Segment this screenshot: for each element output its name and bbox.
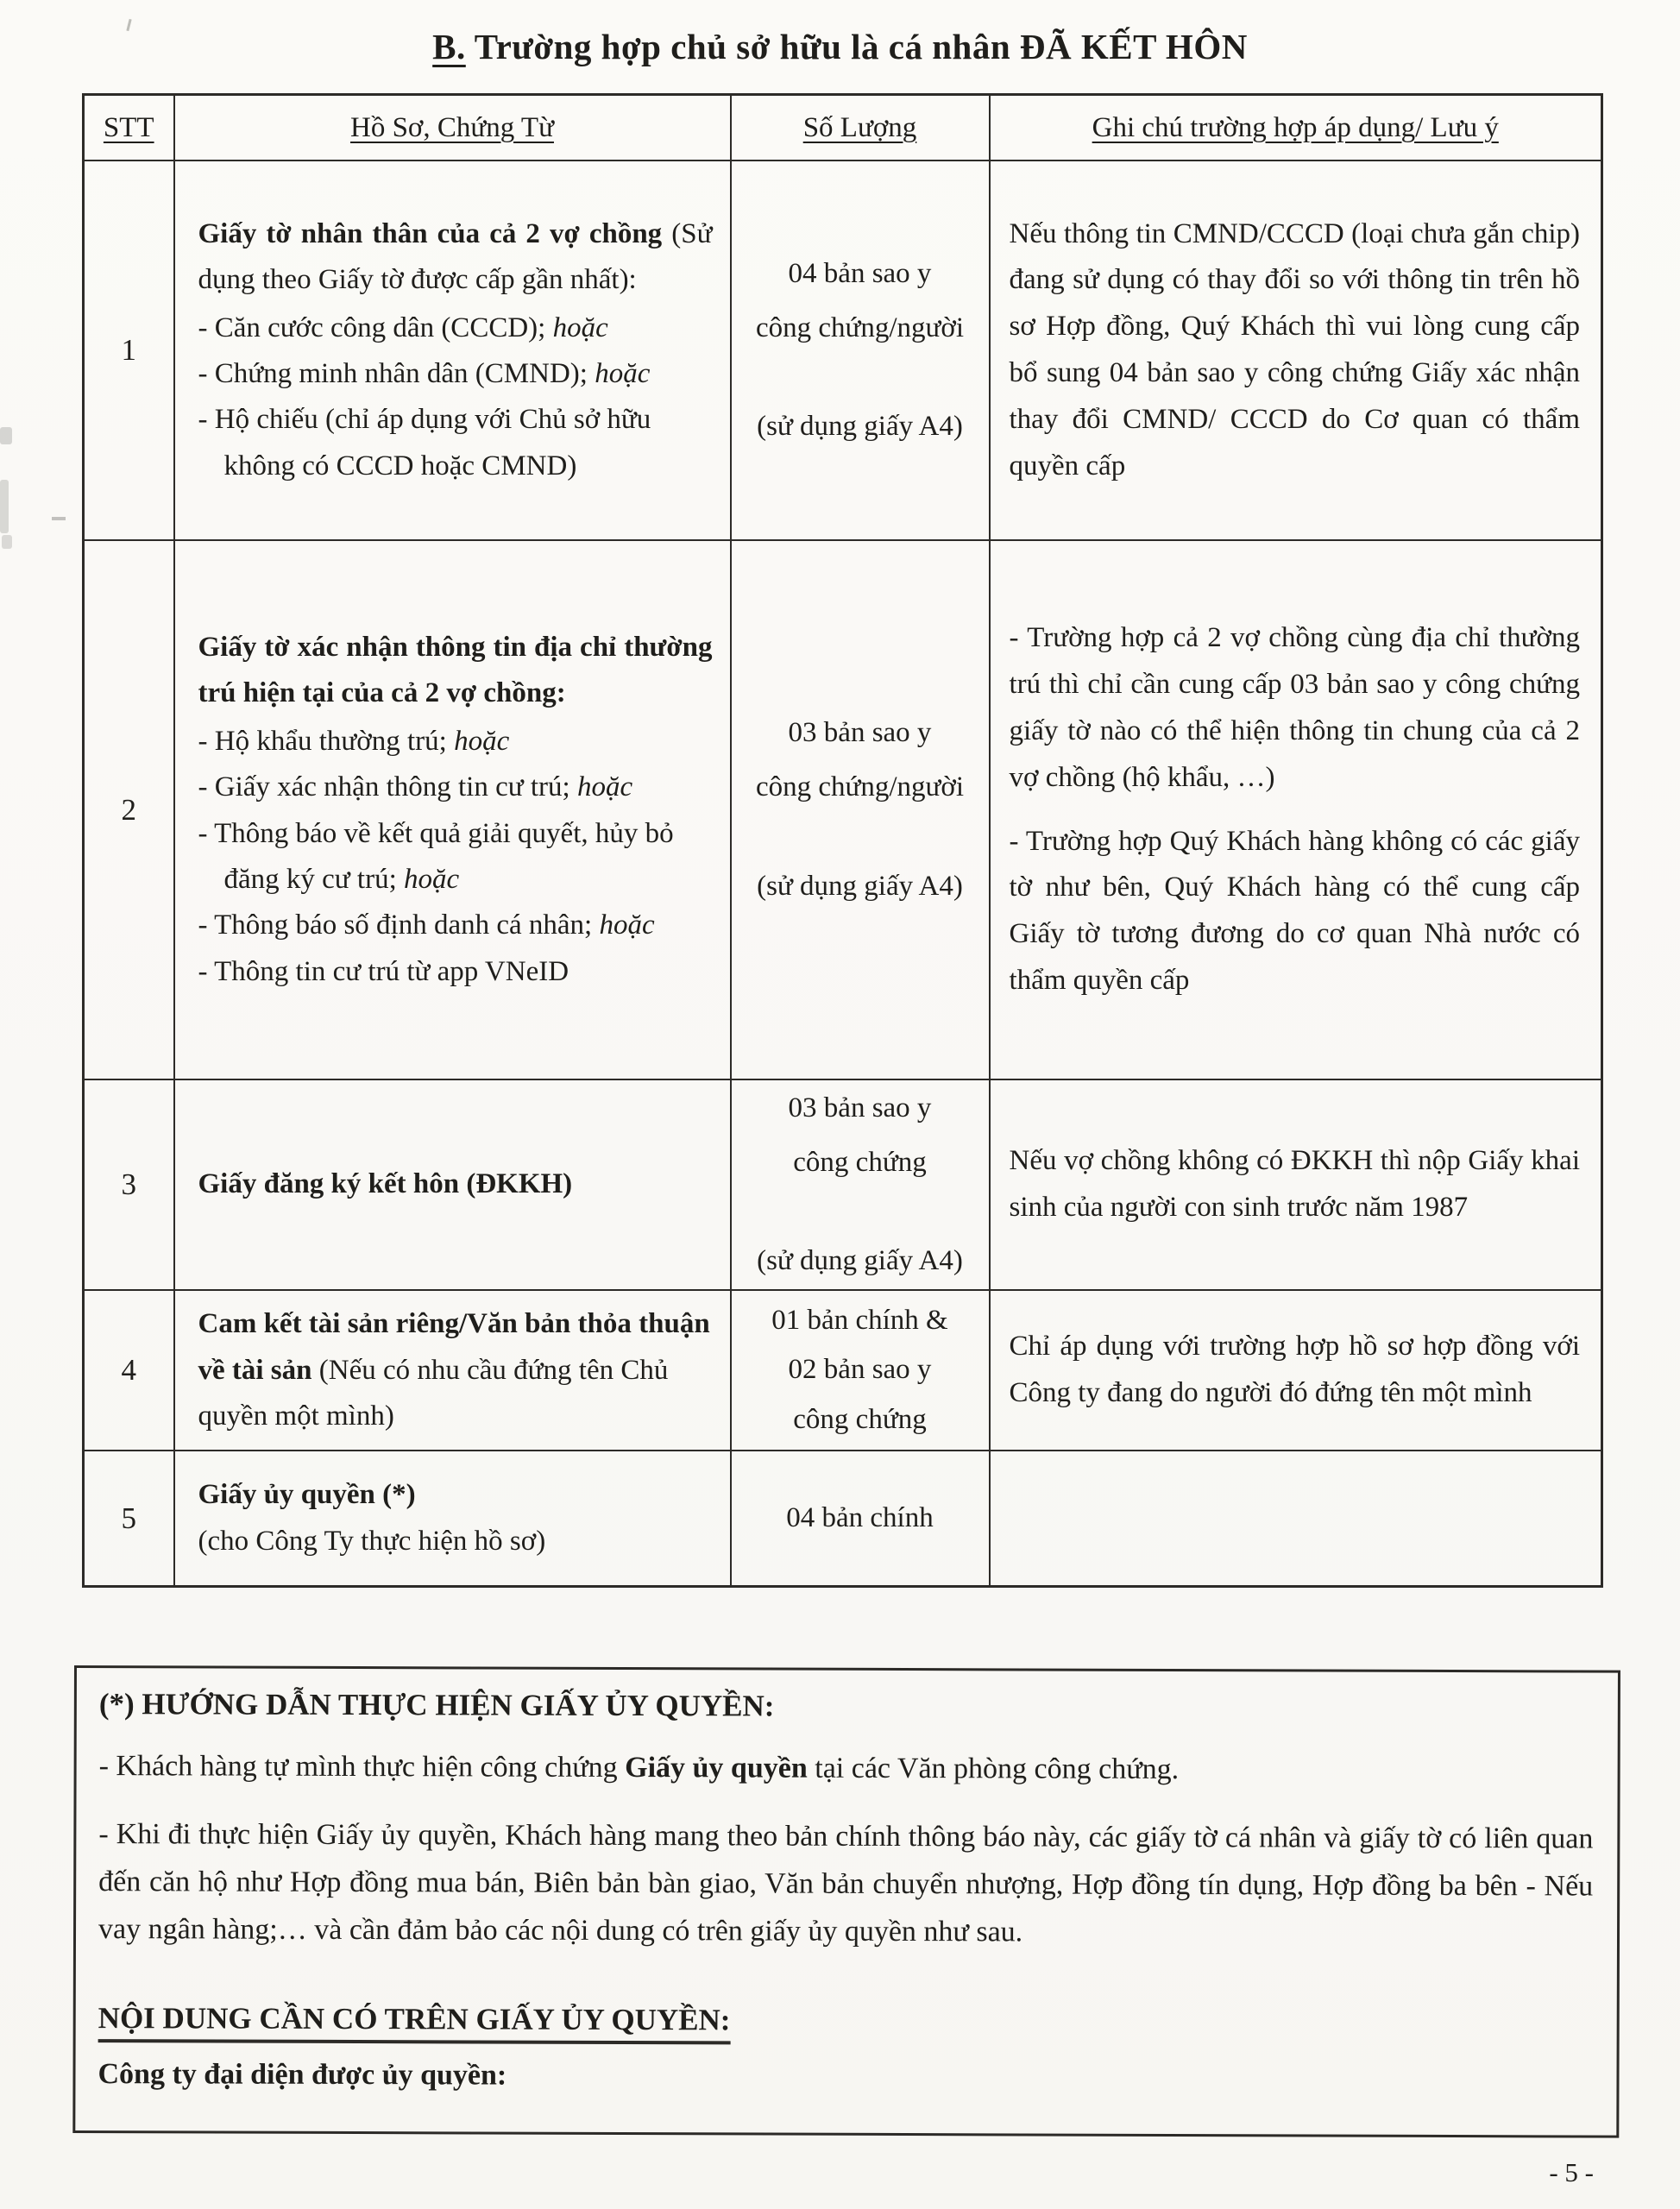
document-list-item: - Căn cước công dân (CCCD); hoặc (198, 312, 608, 343)
document-list-item: - Hộ khẩu thường trú; hoặc (198, 725, 510, 757)
note-paragraph: Nếu thông tin CMND/CCCD (loại chưa gắn chip) đang sử dụng có thay đổi so với thông tin trên hồ sơ Hợp đồng, Quý Khách thì vui lòng cung cấp bổ sung 04 bản sao y công chứng Giấy xác nhận thay đổi CMND/ CCCD do Cơ quan có thẩm quyền cấp (1009, 217, 1580, 481)
header-stt: STT (84, 95, 174, 161)
authorization-guide-box (72, 1665, 1620, 2138)
table-row (84, 1451, 1602, 1586)
quantity-main: 04 bản chính (786, 1502, 934, 1534)
quantity-paper-note: (sử dụng giấy A4) (757, 870, 963, 902)
table-header-row (84, 95, 1602, 161)
note-paragraph: - Trường hợp Quý Khách hàng không có các giấy tờ như bên, Quý Khách hàng có thể cung cấp Giấy tờ tương đương do cơ quan Nhà nước có thẩm quyền cấp (1009, 825, 1580, 996)
document-heading-rest: (cho Công Ty thực hiện hồ sơ) (198, 1525, 546, 1557)
cell-quantity (731, 160, 990, 540)
cell-stt: 1 (84, 160, 174, 540)
document-heading: Giấy tờ nhân thân của cả 2 vợ chồng (Sử dụng theo Giấy tờ được cấp gần nhất): (198, 217, 713, 296)
document-list-item: - Thông báo số định danh cá nhân; hoặc (198, 909, 655, 941)
document-heading-rest: (Nếu có nhu cầu đứng tên Chủ quyền một mình) (198, 1354, 669, 1432)
table-row (84, 540, 1602, 1079)
note-paragraph: Nếu vợ chồng không có ĐKKH thì nộp Giấy khai sinh của người con sinh trước năm 1987 (1009, 1145, 1580, 1224)
section-title (0, 26, 1680, 67)
quantity-paper-note: (sử dụng giấy A4) (757, 1245, 963, 1277)
cell-documents (174, 1451, 731, 1586)
cell-note (990, 1290, 1602, 1451)
quantity-paper-note: (sử dụng giấy A4) (757, 411, 963, 443)
document-heading: Giấy đăng ký kết hôn (ĐKKH) (198, 1168, 573, 1200)
document-heading: Giấy tờ xác nhận thông tin địa chỉ thường trú hiện tại của cả 2 vợ chồng: (198, 631, 713, 709)
cell-documents (174, 1290, 731, 1451)
page-number: - 5 - (1549, 2157, 1594, 2187)
section-title-text: Trường hợp chủ sở hữu là cá nhân ĐÃ KẾT HÔN (465, 27, 1248, 66)
guide-subheading: NỘI DUNG CẦN CÓ TRÊN GIẤY ỦY QUYỀN: (98, 2001, 731, 2044)
header-notes: Ghi chú trường hợp áp dụng/ Lưu ý (990, 95, 1602, 161)
header-documents: Hồ Sơ, Chứng Từ (174, 95, 731, 161)
cell-note (990, 1079, 1602, 1290)
document-list-item: - Chứng minh nhân dân (CMND); hoặc (198, 358, 651, 389)
guide-paragraph: - Khách hàng tự mình thực hiện công chứng Giấy ủy quyền tại các Văn phòng công chứng. (98, 1750, 1180, 1786)
table-row (84, 1079, 1602, 1290)
table-row (84, 160, 1602, 540)
scan-dash-mark (52, 517, 66, 520)
quantity-main: 03 bản sao y công chứng (788, 1092, 932, 1178)
quantity-main: 03 bản sao y công chứng/người (755, 717, 965, 803)
cell-quantity (731, 1290, 990, 1451)
header-quantity: Số Lượng (731, 95, 990, 161)
document-list-item: - Giấy xác nhận thông tin cư trú; hoặc (198, 771, 633, 803)
section-letter: B. (432, 27, 466, 66)
cell-note (990, 540, 1602, 1079)
cell-stt: 3 (84, 1079, 174, 1290)
document-heading: Cam kết tài sản riêng/Văn bản thỏa thuận về tài sản (198, 1308, 710, 1386)
cell-quantity (731, 1079, 990, 1290)
scan-smudge (0, 480, 9, 533)
quantity-main: 04 bản sao y công chứng/người (755, 257, 965, 343)
cell-stt: 2 (84, 540, 174, 1079)
scan-smudge (0, 427, 12, 444)
cell-stt: 4 (84, 1290, 174, 1451)
guide-paragraph: - Khi đi thực hiện Giấy ủy quyền, Khách hàng mang theo bản chính thông báo này, các giấy tờ cá nhân và giấy tờ có liên quan đến căn hộ như Hợp đồng mua bán, Biên bản bàn giao, Văn bản chuyển nhượng, Hợp đồng tín dụng, Hợp đồng ba bên - Nếu vay ngân hàng;… và cần đảm bảo các nội dung có trên giấy ủy quyền như sau. (98, 1818, 1594, 1948)
requirements-table (82, 93, 1603, 1588)
cell-documents (174, 1079, 731, 1290)
cell-quantity (731, 1451, 990, 1586)
scan-smudge (2, 535, 12, 549)
cell-stt: 5 (84, 1451, 174, 1586)
cell-note (990, 160, 1602, 540)
document-list-item: - Thông báo về kết quả giải quyết, hủy bỏ đăng ký cư trú; hoặc (198, 817, 674, 895)
cell-documents (174, 160, 731, 540)
document-heading: Giấy ủy quyền (*) (198, 1479, 416, 1511)
table-row (84, 1290, 1602, 1451)
document-list-item: - Thông tin cư trú từ app VNeID (198, 955, 569, 987)
cell-note (990, 1451, 1602, 1586)
cell-quantity (731, 540, 990, 1079)
quantity-main: 01 bản chính & 02 bản sao y công chứng (771, 1304, 948, 1436)
note-paragraph: Chỉ áp dụng với trường hợp hồ sơ hợp đồng với Công ty đang do người đó đứng tên một mình (1009, 1331, 1580, 1409)
note-paragraph: - Trường hợp cả 2 vợ chồng cùng địa chỉ thường trú thì chỉ cần cung cấp 03 bản sao y công chứng giấy tờ nào có thể hiện thông tin chung của cả 2 vợ chồng (hộ khẩu, …) (1009, 622, 1580, 793)
cell-documents (174, 540, 731, 1079)
guide-footer-line: Công ty đại diện được ủy quyền: (98, 2058, 507, 2092)
document-list-item: - Hộ chiếu (chỉ áp dụng với Chủ sở hữu không có CCCD hoặc CMND) (198, 404, 651, 481)
guide-heading: (*) HƯỚNG DẪN THỰC HIỆN GIẤY ỦY QUYỀN: (98, 1687, 775, 1723)
